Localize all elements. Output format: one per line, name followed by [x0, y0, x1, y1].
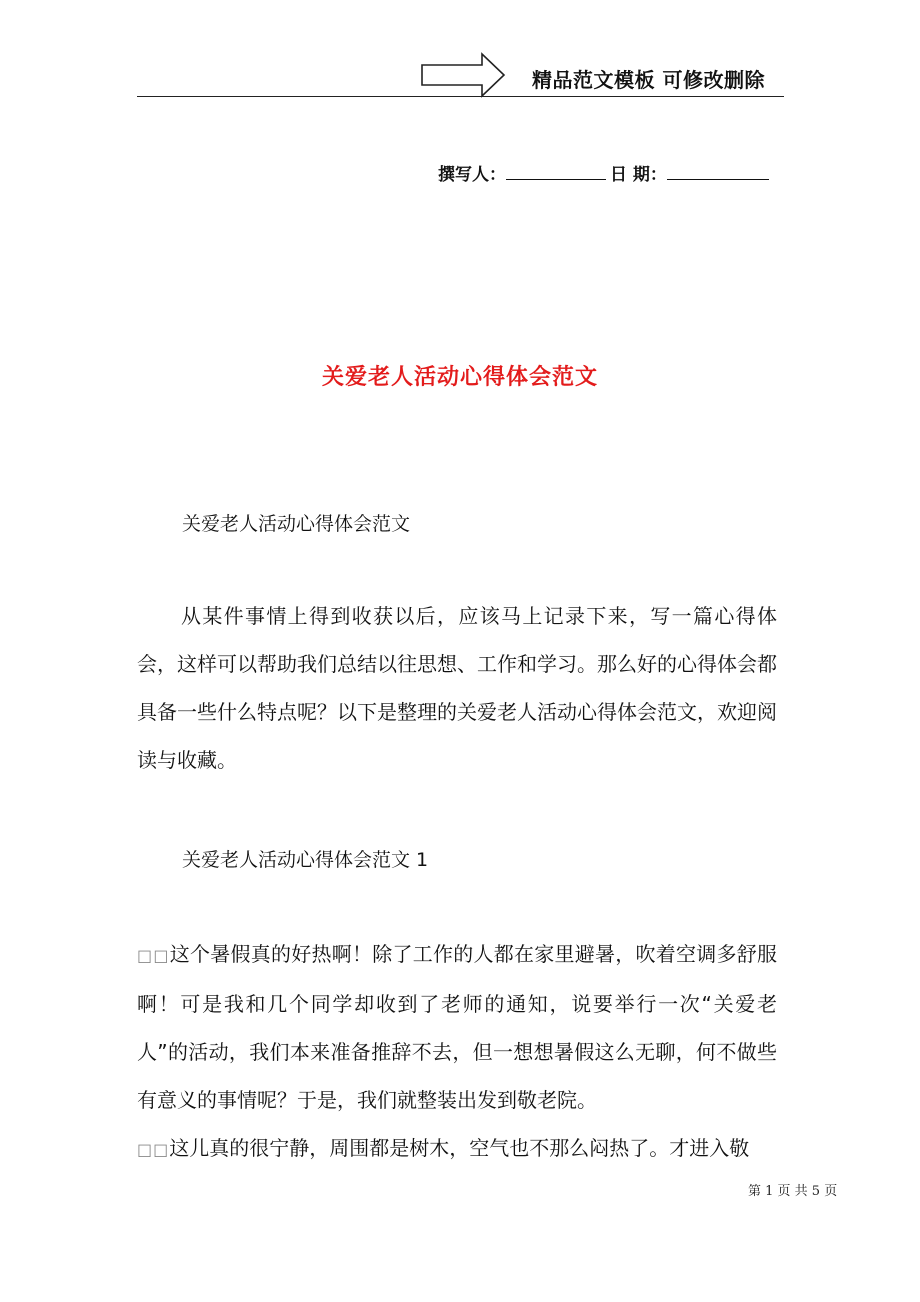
author-date-line [438, 160, 769, 185]
indent-marker: □□ [137, 946, 170, 965]
author-blank [506, 161, 606, 180]
body-paragraph-2 [137, 1124, 777, 1174]
body-paragraph-1-text: 这个暑假真的好热啊！除了工作的人都在家里避暑，吹着空调多舒服啊！可是我和几个同学却收到了老师的通知，说要举行一次“关爱老人”的活动，我们本来准备推辞不去，但一想想暑假这么无聊，何不做些有意义的事情呢？于是，我们就整装出发到敬老院。 [137, 942, 778, 1112]
page-indicator: 第 1 页 共 5 页 [748, 1184, 838, 1199]
header-brand-text: 精品范文模板 可修改删除 [532, 68, 765, 92]
body-paragraph-1 [137, 930, 777, 1124]
document-title: 关爱老人活动心得体会范文 [321, 365, 598, 390]
author-label: 撰写人： [438, 165, 506, 185]
arrow-icon [420, 52, 506, 98]
intro-paragraph: 从某件事情上得到收获以后，应该马上记录下来，写一篇心得体会，这样可以帮助我们总结以往思想、工作和学习。那么好的心得体会都具备一些什么特点呢？以下是整理的关爱老人活动心得体会范文，欢迎阅读与收藏。 [137, 604, 777, 772]
indent-marker: □□ [137, 1140, 170, 1159]
header-divider [137, 96, 784, 97]
subheading-2: 关爱老人活动心得体会范文 1 [182, 849, 429, 871]
date-label: 日 期： [610, 165, 667, 185]
body-paragraph-2-text: 这儿真的很宁静，周围都是树木，空气也不那么闷热了。才进入敬 [169, 1136, 750, 1160]
date-blank [667, 161, 769, 180]
subheading-1: 关爱老人活动心得体会范文 [182, 513, 411, 535]
